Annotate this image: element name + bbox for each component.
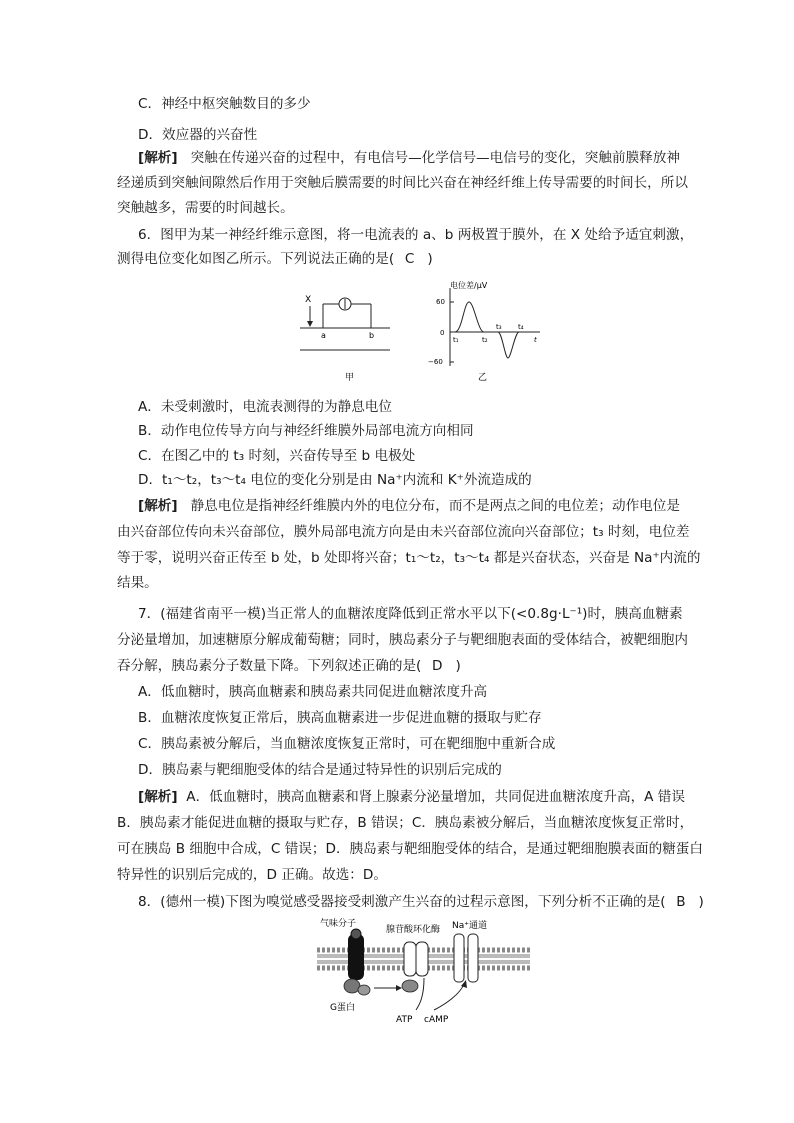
- fig-jia-label-a: a: [321, 331, 326, 340]
- q7-stem-close: ): [455, 658, 461, 674]
- fig-yi-ylabel: 电位差/μV: [450, 281, 488, 290]
- label-g-protein: G蛋白: [330, 1003, 355, 1013]
- fig-yi-t1: t₁: [453, 336, 459, 344]
- activated-g-protein: [402, 980, 418, 992]
- q6-option-d: D．t₁～t₂，t₃～t₄ 电位的变化分别是由 Na⁺内流和 K⁺外流造成的: [138, 472, 532, 488]
- q6-stem-text: 测得电位变化如图乙所示。下列说法正确的是(: [117, 251, 395, 267]
- label-odor-molecule: 气味分子: [320, 919, 357, 929]
- q6-option-c: C．在图乙中的 t₃ 时刻，兴奋传导至 b 电极处: [138, 448, 416, 464]
- analysis-tag: [解析]: [138, 789, 178, 805]
- q5-analysis-line-2: 经递质到突触间隙然后作用于突触后膜需要的时间比兴奋在神经纤维上传导需要的时间长，所以: [117, 175, 688, 191]
- potential-curve: [455, 302, 519, 358]
- fig-jia-caption: 甲: [345, 373, 355, 383]
- label-atp: ATP: [396, 1015, 413, 1025]
- q6-analysis-line-4: 结果。: [117, 575, 158, 591]
- q5-option-d: D．效应器的兴奋性: [138, 127, 258, 143]
- q5-analysis-text-1: 突触在传递兴奋的过程中，有电信号—化学信号—电信号的变化，突触前膜释放神: [190, 150, 680, 166]
- q7-stem-line-3: [117, 656, 461, 676]
- q6-stem-line-2: [117, 249, 433, 269]
- figure-olfactory-membrane: [312, 918, 532, 1028]
- q7-stem-text: 吞分解，胰岛素分子数量下降。下列叙述正确的是(: [117, 658, 422, 674]
- figure-yi-potential-graph: [420, 280, 540, 388]
- q6-analysis-line-3: 等于零，说明兴奋正传至 b 处，b 处即将兴奋；t₁～t₂，t₃～t₄ 都是兴奋状态，兴奋是 Na⁺内流的: [117, 550, 701, 566]
- label-camp: cAMP: [424, 1015, 449, 1025]
- fig-yi-t2: t₂: [482, 336, 488, 344]
- fig-yi-tick-0: 0: [440, 329, 445, 337]
- receptor-protein: [348, 934, 364, 980]
- analysis-tag: [解析]: [138, 498, 178, 514]
- q7-analysis-text-1: A．低血糖时，胰高血糖素和肾上腺素分泌量增加，共同促进血糖浓度升高，A 错误: [186, 789, 685, 805]
- q5-option-c: C．神经中枢突触数目的多少: [138, 96, 311, 112]
- q6-answer: C: [404, 251, 415, 267]
- q7-option-b: B．血糖浓度恢复正常后，胰高血糖素进一步促进血糖的摄取与贮存: [138, 710, 542, 726]
- q7-option-a: A．低血糖时，胰高血糖素和胰岛素共同促进血糖浓度升高: [138, 684, 488, 700]
- label-adenylate-cyclase: 腺苷酸环化酶: [386, 925, 441, 935]
- na-channel: [468, 934, 478, 982]
- g-protein-subunit: [344, 979, 360, 993]
- adenylate-cyclase: [416, 942, 428, 976]
- q6-analysis-text-1: 静息电位是指神经纤维膜内外的电位分布，而不是两点之间的电位差；动作电位是: [190, 498, 680, 514]
- q7-analysis-line-1: [138, 787, 685, 807]
- fig-yi-t4: t₄: [518, 323, 524, 331]
- q5-analysis-line-3: 突触越多，需要的时间越长。: [117, 200, 294, 216]
- fig-yi-tick-60: 60: [436, 298, 445, 306]
- q5-analysis-line-1: [138, 148, 680, 168]
- q6-analysis-line-1: [138, 496, 680, 516]
- q7-option-c: C．胰岛素被分解后，当血糖浓度恢复正常时，可在靶细胞中重新合成: [138, 736, 556, 752]
- analysis-tag: [解析]: [138, 150, 178, 166]
- q8-stem: [138, 892, 704, 912]
- q8-stem-close: ): [698, 894, 704, 910]
- q7-analysis-line-2: B．胰岛素才能促进血糖的摄取与贮存，B 错误；C．胰岛素被分解后，当血糖浓度恢复正常时，: [117, 815, 694, 831]
- q7-analysis-line-3: 可在胰岛 B 细胞中合成，C 错误；D．胰岛素与靶细胞受体的结合，是通过靶细胞膜表面的糖蛋白: [117, 841, 703, 857]
- q7-analysis-line-4: 特异性的识别后完成的，D 正确。故选：D。: [117, 867, 387, 883]
- q6-option-b: B．动作电位传导方向与神经纤维膜外局部电流方向相同: [138, 423, 474, 439]
- figure-jia-nerve-fiber: [295, 288, 405, 388]
- q7-stem-line-2: 分泌量增加，加速糖原分解成葡萄糖；同时，胰岛素分子与靶细胞表面的受体结合，被靶细胞内: [117, 632, 688, 648]
- q7-answer: D: [432, 658, 443, 674]
- fig-jia-label-b: b: [369, 331, 375, 340]
- q6-stem-close: ): [427, 251, 433, 267]
- q6-option-a: A．未受刺激时，电流表测得的为静息电位: [138, 399, 392, 415]
- q8-answer: B: [676, 894, 686, 910]
- fig-jia-label-x: X: [305, 295, 312, 305]
- adenylate-cyclase: [404, 942, 416, 976]
- q8-stem-text: 8．(德州一模)下图为嗅觉感受器接受刺激产生兴奋的过程示意图，下列分析不正确的是(: [138, 894, 666, 910]
- label-na-channel: Na⁺通道: [452, 921, 487, 931]
- fig-yi-t-axis: t: [534, 336, 537, 344]
- fig-yi-t3: t₃: [496, 323, 502, 331]
- q7-option-d: D．胰岛素与靶细胞受体的结合是通过特异性的识别后完成的: [138, 762, 502, 778]
- fig-yi-caption: 乙: [478, 373, 488, 383]
- g-protein-subunit: [358, 985, 370, 995]
- q7-stem-line-1: 7．(福建省南平一模)当正常人的血糖浓度降低到正常水平以下(<0.8g·L⁻¹)时，胰高血糖素: [138, 606, 683, 622]
- na-channel: [454, 934, 464, 982]
- fig-yi-tick-neg60: −60: [428, 358, 443, 366]
- q6-stem-line-1: 6．图甲为某一神经纤维示意图，将一电流表的 a、b 两极置于膜外，在 X 处给予适宜刺激，: [138, 227, 694, 243]
- q6-analysis-line-2: 由兴奋部位传向未兴奋部位，膜外局部电流方向是由未兴奋部位流向兴奋部位；t₃ 时刻，电位差: [117, 524, 690, 540]
- odor-molecule-icon: [351, 929, 361, 939]
